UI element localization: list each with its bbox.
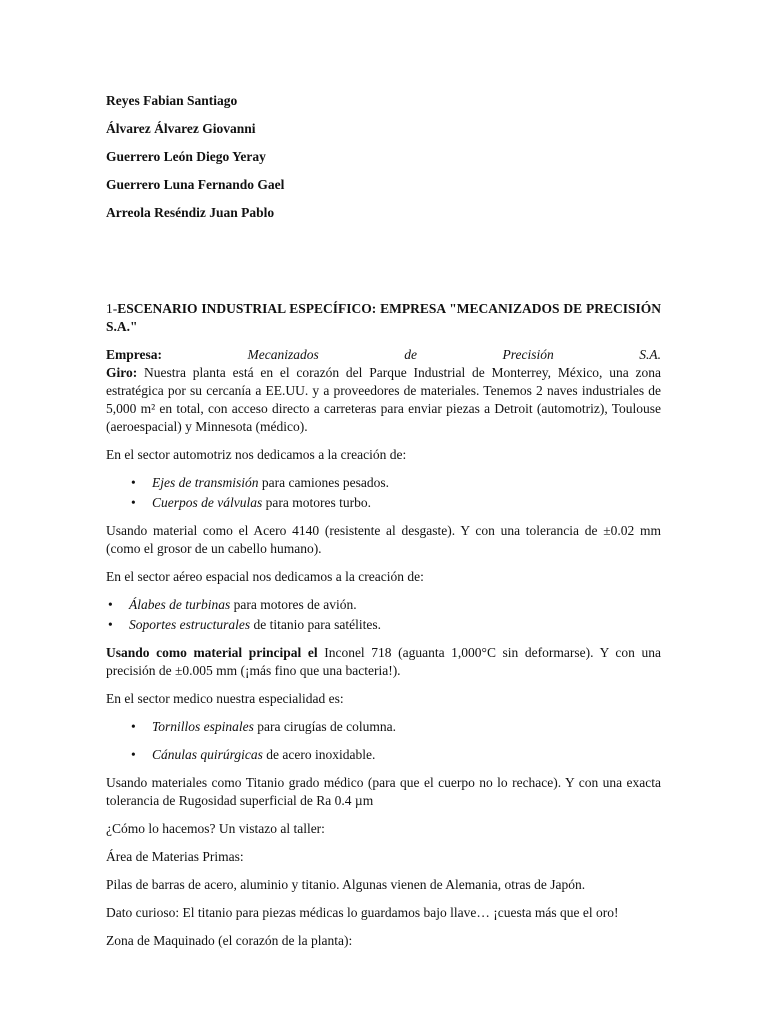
bullet-icon: • <box>131 475 136 490</box>
list-item <box>106 474 661 492</box>
item-rest: de titanio para satélites. <box>250 617 381 632</box>
item-italic: Cánulas quirúrgicas <box>152 747 263 762</box>
item-italic: Cuerpos de válvulas <box>152 495 263 510</box>
automotive-list <box>106 474 661 512</box>
bullet-icon: • <box>108 617 113 632</box>
medical-list <box>106 718 661 764</box>
item-italic: Álabes de turbinas <box>129 597 231 612</box>
author-list <box>106 92 661 222</box>
author-name: Arreola Reséndiz Juan Pablo <box>106 205 275 220</box>
bullet-icon: • <box>131 719 136 734</box>
list-item <box>106 616 661 634</box>
spacer <box>106 232 661 300</box>
aerospace-intro: En el sector aéreo espacial nos dedicamos a la creación de: <box>106 569 424 584</box>
list-item <box>106 596 661 614</box>
list-item <box>106 494 661 512</box>
material-bold: Usando como material principal el <box>106 645 318 660</box>
giro-paragraph <box>106 364 661 436</box>
giro-text: Nuestra planta está en el corazón del Parque Industrial de Monterrey, México, una zona estratégica por su cercanía a EE.UU. y a proveedores de materiales. Tenemos 2 naves industriales de 5,000 m² en total, con acceso directo a carreteras para enviar piezas a Detroit (automotriz), Toulouse (aeroespacial) y Minnesota (médico). <box>106 365 661 434</box>
section-title: ESCENARIO INDUSTRIAL ESPECÍFICO: EMPRESA "MECANIZADOS DE PRECISIÓN S.A." <box>106 301 661 334</box>
raw-materials-area: Área de Materias Primas: <box>106 849 244 864</box>
item-italic: Tornillos espinales <box>152 719 254 734</box>
bullet-icon: • <box>131 495 136 510</box>
item-rest: para cirugías de columna. <box>253 719 396 734</box>
medical-intro: En el sector medico nuestra especialidad es: <box>106 691 344 706</box>
material-rest: Inconel 718 (aguanta 1,000°C sin deformarse). Y con una precisión de ±0.005 mm (¡más fino que una bacteria!). <box>106 645 661 678</box>
item-rest: para camiones pesados. <box>258 475 389 490</box>
company-info <box>106 346 661 436</box>
medical-material: Usando materiales como Titanio grado médico (para que el cuerpo no lo rechace). Y con una exacta tolerancia de Rugosidad superficial de Ra 0.4 µm <box>106 775 661 808</box>
item-italic: Ejes de transmisión <box>152 475 259 490</box>
company-word: Mecanizados <box>247 347 319 362</box>
aerospace-list <box>106 596 661 634</box>
fun-fact: Dato curioso: El titanio para piezas médicas lo guardamos bajo llave… ¡cuesta más que el oro! <box>106 905 619 920</box>
company-word: S.A. <box>639 347 661 362</box>
section-number: 1- <box>106 301 118 316</box>
item-rest: para motores turbo. <box>262 495 371 510</box>
author-name: Reyes Fabian Santiago <box>106 93 238 108</box>
automotive-intro: En el sector automotriz nos dedicamos a la creación de: <box>106 447 407 462</box>
material-piles: Pilas de barras de acero, aluminio y titanio. Algunas vienen de Alemania, otras de Japón. <box>106 877 586 892</box>
list-item <box>106 718 661 736</box>
item-italic: Soportes estructurales <box>129 617 251 632</box>
company-word: Precisión <box>502 347 554 362</box>
author-name: Guerrero Luna Fernando Gael <box>106 177 285 192</box>
bullet-icon: • <box>108 597 113 612</box>
author-name: Guerrero León Diego Yeray <box>106 149 266 164</box>
document-body <box>106 92 661 960</box>
item-rest: para motores de avión. <box>230 597 357 612</box>
item-rest: de acero inoxidable. <box>262 747 376 762</box>
aerospace-material <box>106 644 661 680</box>
list-item <box>106 746 661 764</box>
company-label: Empresa: <box>106 347 162 362</box>
workshop-question: ¿Cómo lo hacemos? Un vistazo al taller: <box>106 821 325 836</box>
bullet-icon: • <box>131 747 136 762</box>
automotive-material: Usando material como el Acero 4140 (resistente al desgaste). Y con una tolerancia de ±0.02 mm (como el grosor de un cabello humano). <box>106 523 661 556</box>
author-name: Álvarez Álvarez Giovanni <box>106 121 256 136</box>
giro-label: Giro: <box>106 365 138 380</box>
machining-zone: Zona de Maquinado (el corazón de la planta): <box>106 933 353 948</box>
section-heading <box>106 300 661 336</box>
company-name-line <box>106 346 661 364</box>
company-word: de <box>404 347 417 362</box>
